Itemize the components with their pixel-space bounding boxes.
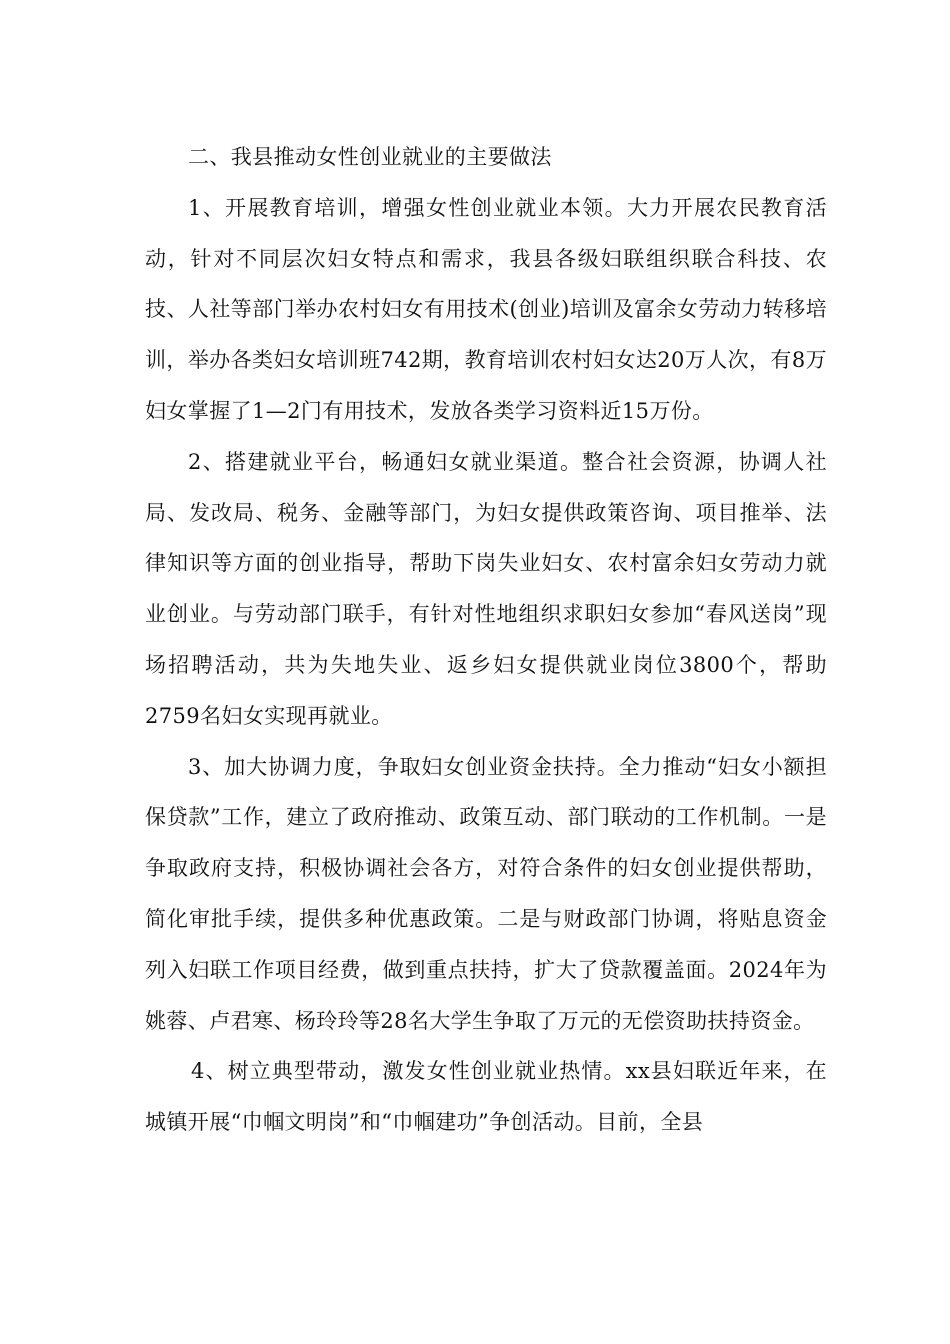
paragraph-education-training: 1、开展教育培训，增强女性创业就业本领。大力开展农民教育活动，针对不同层次妇女特点和需求，我县各级妇联组织联合科技、农技、人社等部门举办农村妇女有用技术(创业)培训及富余女劳动力转移培训，举办各类妇女培训班742期，教育培训农村妇女达20万人次，有8万妇女掌握了1—2门有用技术，发放各类学习资料近15万份。 — [145, 195, 827, 423]
paragraph-role-models: 4、树立典型带动，激发女性创业就业热情。xx县妇联近年来，在城镇开展“巾帼文明岗”和“巾帼建功”争创活动。目前，全县 — [145, 1059, 827, 1135]
paragraph-funding-support: 3、加大协调力度，争取妇女创业资金扶持。全力推动“妇女小额担保贷款”工作，建立了政府推动、政策互动、部门联动的工作机制。一是争取政府支持，积极协调社会各方，对符合条件的妇女创业提供帮助，简化审批手续，提供多种优惠政策。二是与财政部门协调，将贴息资金列入妇联工作项目经费，做到重点扶持，扩大了贷款覆盖面。2024年为姚蓉、卢君寒、杨玲玲等28名大学生争取了万元的无偿资助扶持资金。 — [145, 754, 827, 1033]
section-heading: 二、我县推动女性创业就业的主要做法 — [188, 145, 552, 169]
document-body — [145, 132, 827, 1148]
paragraph-employment-platform: 2、搭建就业平台，畅通妇女就业渠道。整合社会资源，协调人社局、发改局、税务、金融等部门，为妇女提供政策咨询、项目推举、法律知识等方面的创业指导，帮助下岗失业妇女、农村富余妇女劳动力就业创业。与劳动部门联手，有针对性地组织求职妇女参加“春风送岗”现场招聘活动，共为失地失业、返乡妇女提供就业岗位3800个，帮助2759名妇女实现再就业。 — [145, 449, 827, 728]
